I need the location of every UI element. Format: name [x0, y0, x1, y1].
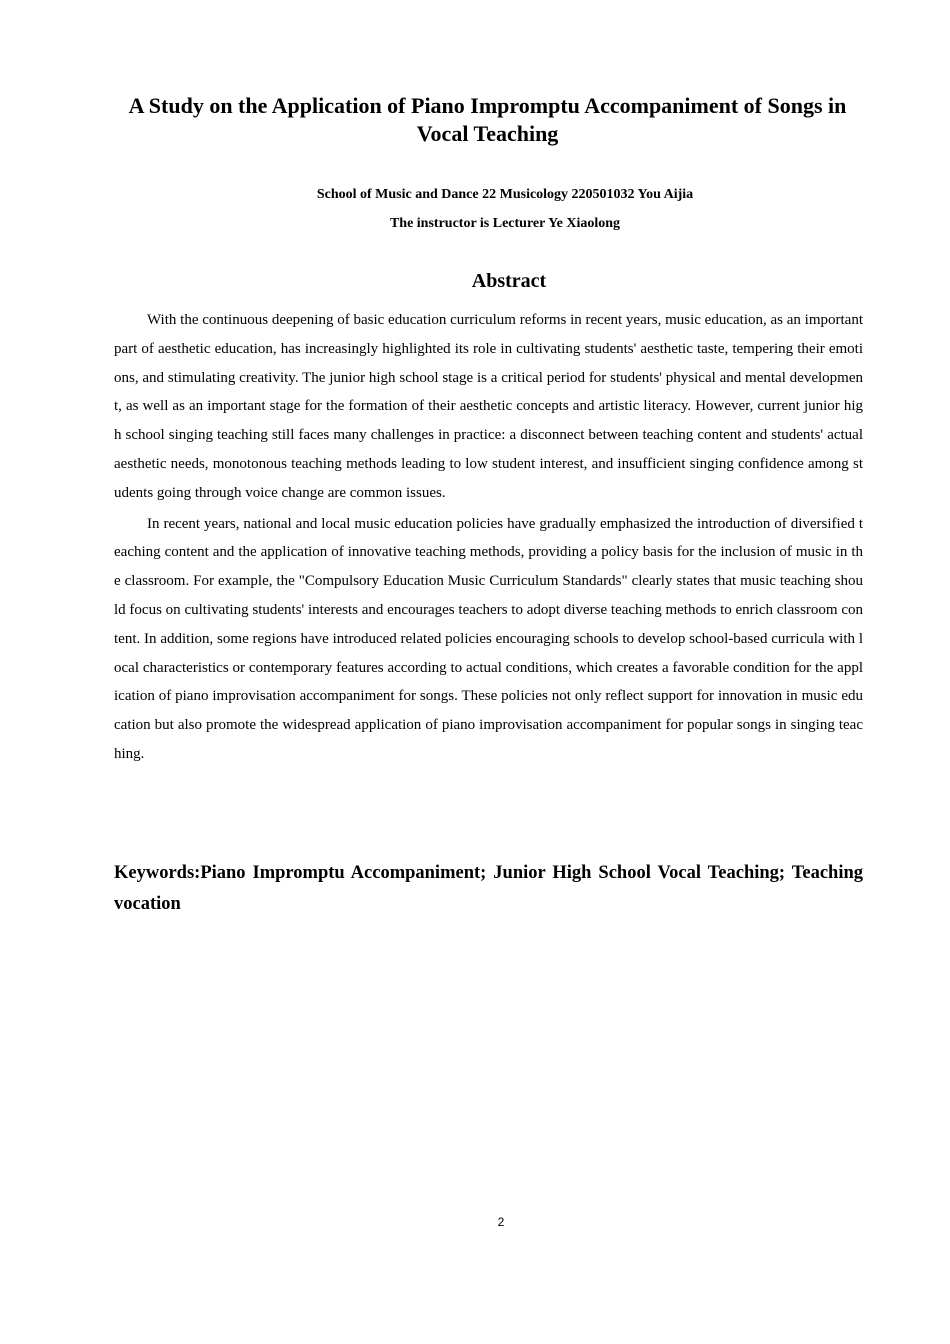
author-line: School of Music and Dance 22 Musicology 220501032 You Aijia	[316, 187, 694, 202]
instructor-line: The instructor is Lecturer Ye Xiaolong	[389, 216, 621, 231]
abstract-paragraph: In recent years, national and local music education policies have gradually emphasized the introduction of diversified teaching content and the application of innovative teaching methods, providing a policy basis for the inclusion of music in the classroom. For example, the "Compulsory Education Music Curriculum Standards" clearly states that music teaching should focus on cultivating students' interests and encourages teachers to adopt diverse teaching methods to enrich classroom content. In addition, some regions have introduced related policies encouraging schools to develop school-based curricula with local characteristics or contemporary features according to actual conditions, which creates a favorable condition for the application of piano improvisation accompaniment for songs. These policies not only reflect support for innovation in music education but also promote the widespread application of piano improvisation accompaniment for popular songs in singing teaching.	[114, 515, 863, 762]
page-number: 2	[497, 1215, 505, 1229]
paper-title: A Study on the Application of Piano Impromptu Accompaniment of Songs in Vocal Teaching	[128, 93, 847, 146]
abstract-body	[114, 306, 863, 771]
abstract-paragraph: With the continuous deepening of basic education curriculum reforms in recent years, music education, as an important part of aesthetic education, has increasingly highlighted its role in cultivating students' aesthetic taste, tempering their emotions, and stimulating creativity. The junior high school stage is a critical period for students' physical and mental development, as well as an important stage for the formation of their aesthetic concepts and artistic literacy. However, current junior high school singing teaching still faces many challenges in practice: a disconnect between teaching content and students' actual aesthetic needs, monotonous teaching methods leading to low student interest, and insufficient singing confidence among students going through voice change are common issues.	[114, 312, 863, 501]
abstract-heading: Abstract	[471, 270, 547, 292]
keywords: Keywords:Piano Impromptu Accompaniment; Junior High School Vocal Teaching; Teaching vocation	[114, 863, 863, 914]
